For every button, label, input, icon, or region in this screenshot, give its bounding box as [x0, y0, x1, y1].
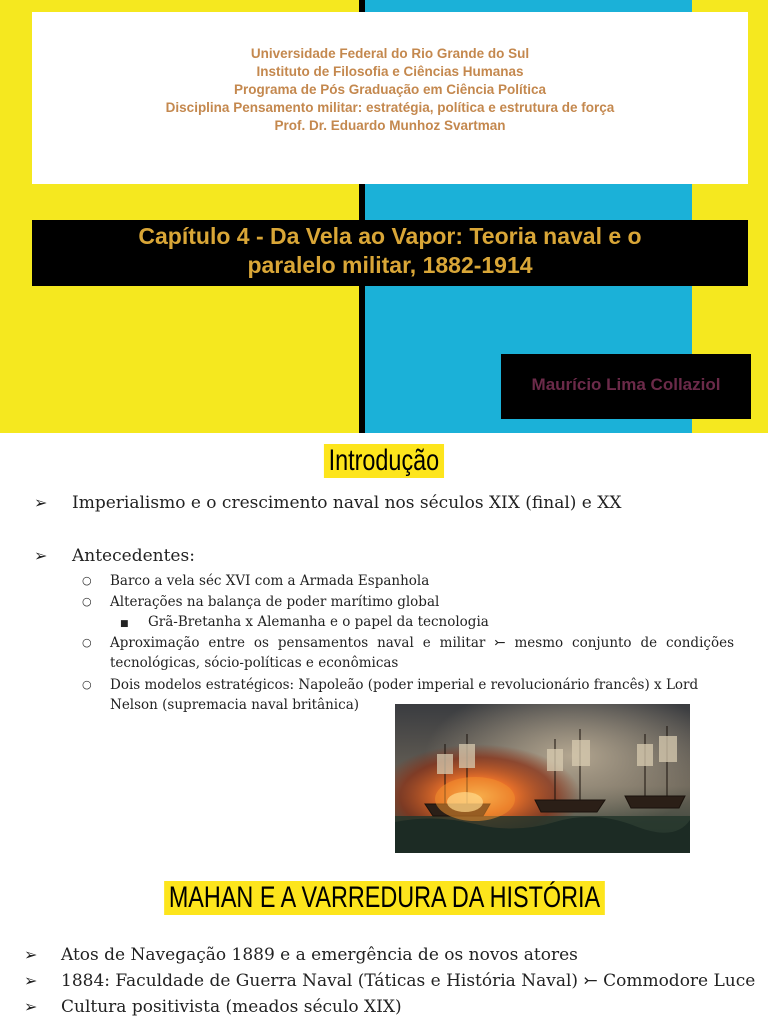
square-bullet-icon: ■ — [120, 619, 129, 629]
list-item — [82, 571, 734, 591]
author-box — [501, 354, 751, 419]
circle-bullet-icon: ○ — [82, 574, 92, 587]
mahan-heading — [0, 881, 768, 915]
chapter-title-line: Capítulo 4 - Da Vela ao Vapor: Teoria naval e o — [138, 223, 642, 249]
naval-battle-painting-svg — [395, 704, 690, 853]
list-item — [82, 633, 734, 673]
institution-line: Programa de Pós Graduação em Ciência Política — [233, 82, 547, 97]
list-item-text: Grã-Bretanha x Alemanha e o papel da tecnologia — [148, 614, 489, 630]
mahan-heading-text: MAHAN E A VARREDURA DA HISTÓRIA — [164, 881, 605, 915]
intro-heading-text: Introdução — [324, 444, 444, 478]
list-item — [120, 612, 734, 632]
arrow-bullet-icon: ➢ — [24, 945, 38, 964]
institution-line: Prof. Dr. Eduardo Munhoz Svartman — [274, 118, 506, 133]
list-item-text: Atos de Navegação 1889 e a emergência de os novos atores — [61, 945, 578, 965]
circle-bullet-icon: ○ — [82, 595, 92, 608]
naval-battle-painting — [395, 704, 690, 853]
list-item-text: Dois modelos estratégicos: Napoleão (poder imperial e revolucionário francês) x Lord Nelson (supremacia naval britânica) — [110, 677, 699, 713]
chapter-title-line: paralelo militar, 1882-1914 — [247, 252, 533, 278]
title-box — [32, 220, 748, 286]
list-item-text: Cultura positivista (meados século XIX) — [61, 997, 402, 1017]
list-item-text: Aproximação entre os pensamentos naval e militar ⤚ mesmo conjunto de condições tecnológicas, sócio-políticas e econômicas — [110, 635, 734, 671]
institution-lines — [32, 45, 748, 135]
list-item-text: 1884: Faculdade de Guerra Naval (Táticas e História Naval) ⤚ Commodore Luce — [61, 971, 756, 991]
circle-bullet-icon: ○ — [82, 636, 92, 649]
list-item — [82, 592, 734, 612]
intro-heading — [0, 444, 768, 478]
cover-slide — [0, 0, 768, 433]
arrow-bullet-icon: ➢ — [24, 971, 38, 990]
list-item-text: Imperialismo e o crescimento naval nos séculos XIX (final) e XX — [72, 493, 622, 513]
institution-line: Universidade Federal do Rio Grande do Sul — [250, 46, 530, 61]
chapter-title — [32, 222, 748, 280]
list-item-text: Alterações na balança de poder marítimo global — [110, 594, 440, 610]
arrow-bullet-icon: ➢ — [34, 493, 48, 512]
institution-box — [32, 12, 748, 184]
list-item-text: Antecedentes: — [72, 546, 195, 566]
institution-line: Disciplina Pensamento militar: estratégia, política e estrutura de força — [165, 100, 615, 115]
arrow-bullet-icon: ➢ — [24, 997, 38, 1016]
circle-bullet-icon: ○ — [82, 678, 92, 691]
list-item-text: Barco a vela séc XVI com a Armada Espanhola — [110, 573, 430, 589]
author-name: Maurício Lima Collaziol — [531, 375, 721, 394]
arrow-bullet-icon: ➢ — [34, 546, 48, 565]
institution-line: Instituto de Filosofia e Ciências Humanas — [256, 64, 524, 79]
